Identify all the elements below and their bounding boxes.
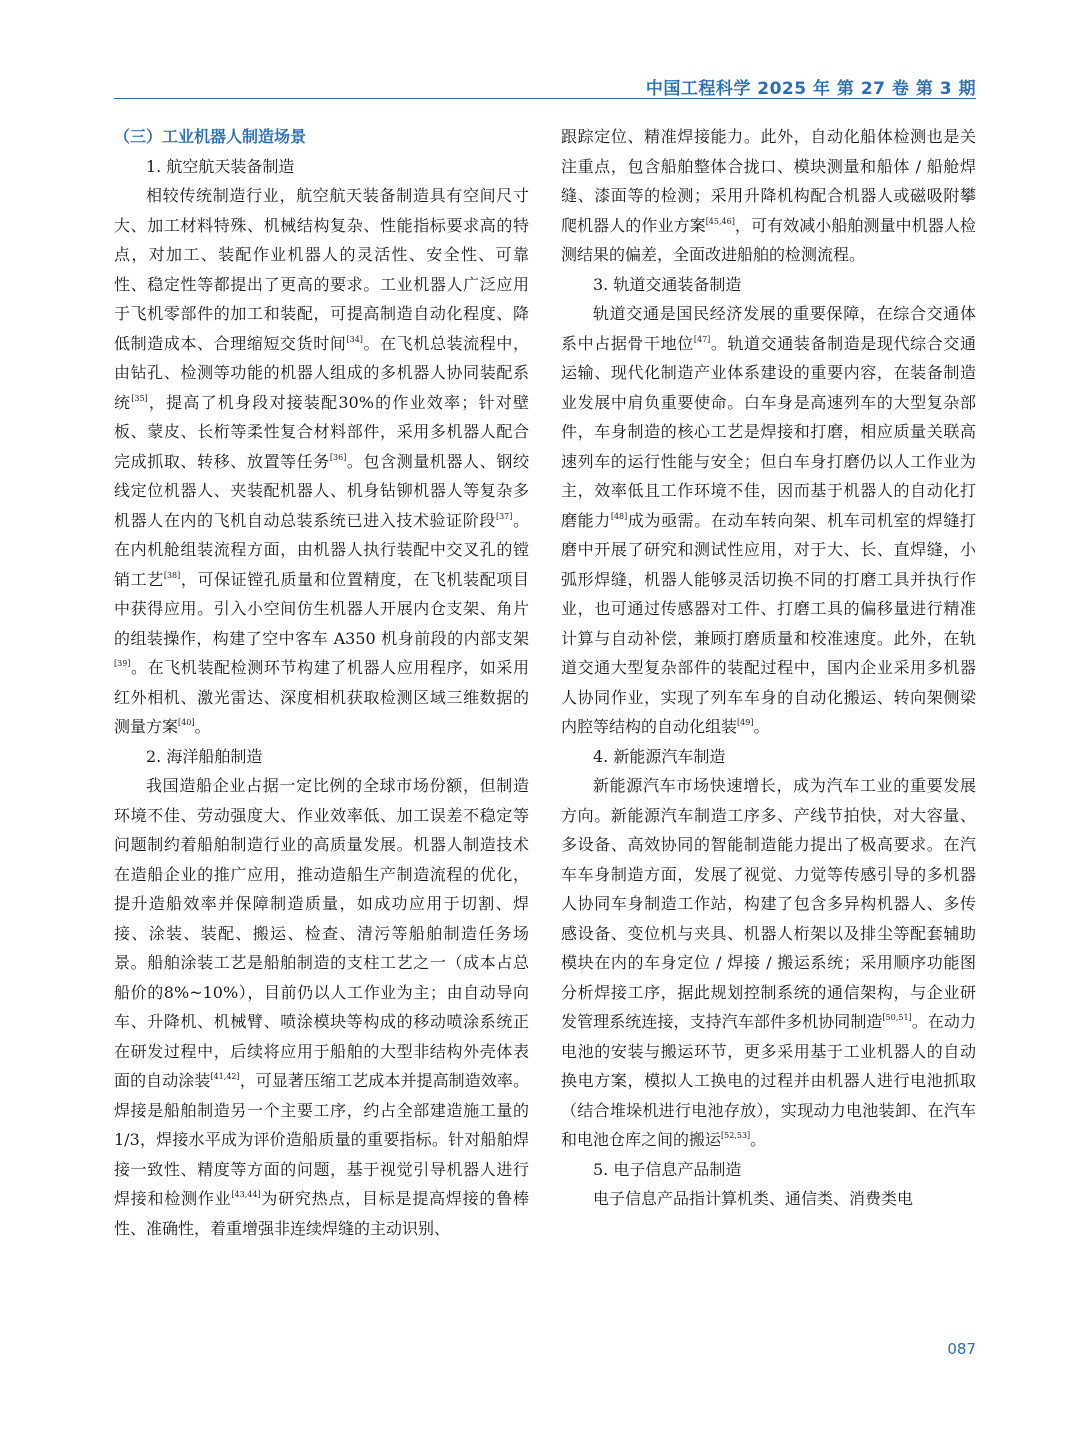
citation: [34]	[346, 334, 363, 344]
citation: [52,53]	[721, 1131, 751, 1140]
citation: [50,51]	[882, 1013, 912, 1022]
subsection-title-shipbuilding: 2. 海洋船舶制造	[146, 746, 263, 766]
citation: [39]	[114, 659, 131, 668]
header-rule	[114, 98, 976, 99]
citation: [47]	[693, 334, 711, 344]
page-number: 087	[947, 1340, 976, 1358]
citation: [37]	[495, 511, 513, 521]
right-column	[561, 122, 976, 1214]
journal-header: 中国工程科学 2025 年 第 27 卷 第 3 期	[645, 79, 976, 99]
citation: [45,46]	[705, 216, 735, 226]
paragraph-rail: 轨道交通是国民经济发展的重要保障，在综合交通体系中占据骨干地位[47]。轨道交通装备制造是现代综合交通运输、现代化制造产业体系建设的重要内容，在装备制造业发展中肩负重要使命。白车身是高速列车的大型复杂部件，车身制造的核心工艺是焊接和打磨，相应质量关联高速列车的运行性能与安全；但白车身打磨仍以人工作业为主，效率低且工作环境不佳，因而基于机器人的自动化打磨能力[48]成为亟需。在动车转向架、机车司机室的焊缝打磨中开展了研究和测试性应用，对于大、长、直焊缝，小弧形焊缝，机器人能够灵活切换不同的打磨工具并执行作业，也可通过传感器对工件、打磨工具的偏移量进行精准计算与自动补偿，兼顾打磨质量和校准速度。此外，在轨道交通大型复杂部件的装配过程中，国内企业采用多机器人协同作业，实现了列车车身的自动化搬运、转向架侧梁内腔等结构的自动化组装[49]。	[561, 304, 976, 736]
left-column	[114, 122, 529, 1243]
citation: [40]	[178, 718, 195, 727]
citation: [43,44]	[231, 1190, 261, 1199]
paragraph-electronics: 电子信息产品指计算机类、通信类、消费类电	[593, 1189, 914, 1208]
citation: [49]	[737, 718, 754, 727]
subsection-title-aerospace: 1. 航空航天装备制造	[146, 156, 295, 176]
citation: [36]	[329, 452, 347, 462]
paragraph-ev: 新能源汽车市场快速增长，成为汽车工业的重要发展方向。新能源汽车制造工序多、产线节拍快，对大容量、多设备、高效协同的智能制造能力提出了极高要求。在汽车车身制造方面，发展了视觉、力觉等传感引导的多机器人协同车身制造工作站，构建了包含多异构机器人、多传感设备、变位机与夹具、机器人桁架以及排尘等配套辅助模块在内的车身定位 / 焊接 / 搬运系统；采用顺序功能图分析焊接工序，据此规划控制系统的通信架构，与企业研发管理系统连接，支持汽车部件多机协同制造[50,51]。在动力电池的安装与搬运环节，更多采用基于工业机器人的自动换电方案，模拟人工换电的过程并由机器人进行电池抓取（结合堆垛机进行电池存放），实现动力电池装卸、在汽车和电池仓库之间的搬运[52,53]。	[561, 776, 976, 1149]
paragraph-aerospace: 相较传统制造行业，航空航天装备制造具有空间尺寸大、加工材料特殊、机械结构复杂、性能指标要求高的特点，对加工、装配作业机器人的灵活性、安全性、可靠性、稳定性等都提出了更高的要求。工业机器人广泛应用于飞机零部件的加工和装配，可提高制造自动化程度、降低制造成本、合理缩短交货时间[34]。在飞机总装流程中，由钻孔、检测等功能的机器人组成的多机器人协同装配系统[35]，提高了机身段对接装配30%的作业效率；针对壁板、蒙皮、长桁等柔性复合材料部件，采用多机器人配合完成抓取、转移、放置等任务[36]。包含测量机器人、钢绞线定位机器人、夹装配机器人、机身钻铆机器人等复杂多机器人在内的飞机自动总装系统已进入技术验证阶段[37]。在内机舱组装流程方面，由机器人执行装配中交叉孔的镗销工艺[38]，可保证镗孔质量和位置精度，在飞机装配项目中获得应用。引入小空间仿生机器人开展内仓支架、角片的组装操作，构建了空中客车 A350 机身前段的内部支架[39]。在飞机装配检测环节构建了机器人应用程序，如采用红外相机、激光雷达、深度相机获取检测区域三维数据的测量方案[40]。	[114, 186, 529, 736]
section-heading: （三）工业机器人制造场景	[114, 127, 307, 146]
subsection-title-electronics: 5. 电子信息产品制造	[593, 1159, 742, 1179]
citation: [38]	[163, 570, 181, 580]
citation: [41,42]	[210, 1072, 240, 1081]
citation: [48]	[610, 511, 628, 521]
paragraph-shipbuilding: 我国造船企业占据一定比例的全球市场份额，但制造环境不佳、劳动强度大、作业效率低、加工误差不稳定等问题制约着船舶制造行业的高质量发展。机器人制造技术在造船企业的推广应用，推动造船生产制造流程的优化，提升造船效率并保障制造质量，如成功应用于切割、焊接、涂装、装配、搬运、检查、清污等船舶制造任务场景。船舶涂装工艺是船舶制造的支柱工艺之一（成本占总船价的8%~10%），目前仍以人工作业为主；由自动导向车、升降机、机械臂、喷涂模块等构成的移动喷涂系统正在研发过程中，后续将应用于船舶的大型非结构外壳体表面的自动涂装[41,42]，可显著压缩工艺成本并提高制造效率。焊接是船舶制造另一个主要工序，约占全部建造施工量的1/3，焊接水平成为评价造船质量的重要指标。针对船舶焊接一致性、精度等方面的问题，基于视觉引导机器人进行焊接和检测作业[43,44]为研究热点，目标是提高焊接的鲁棒性、准确性，着重增强非连续焊缝的主动识别、	[114, 776, 529, 1238]
subsection-title-rail: 3. 轨道交通装备制造	[593, 274, 742, 294]
citation: [35]	[131, 393, 148, 403]
paragraph-shipbuilding-cont: 跟踪定位、精准焊接能力。此外，自动化船体检测也是关注重点，包含船舶整体合拢口、模块测量和船体 / 船舱焊缝、漆面等的检测；采用升降机构配合机器人或磁吸附攀爬机器人的作业方案[45,46]，可有效减小船舶测量中机器人检测结果的偏差，全面改进船舶的检测流程。	[561, 127, 976, 264]
subsection-title-ev: 4. 新能源汽车制造	[593, 746, 726, 766]
